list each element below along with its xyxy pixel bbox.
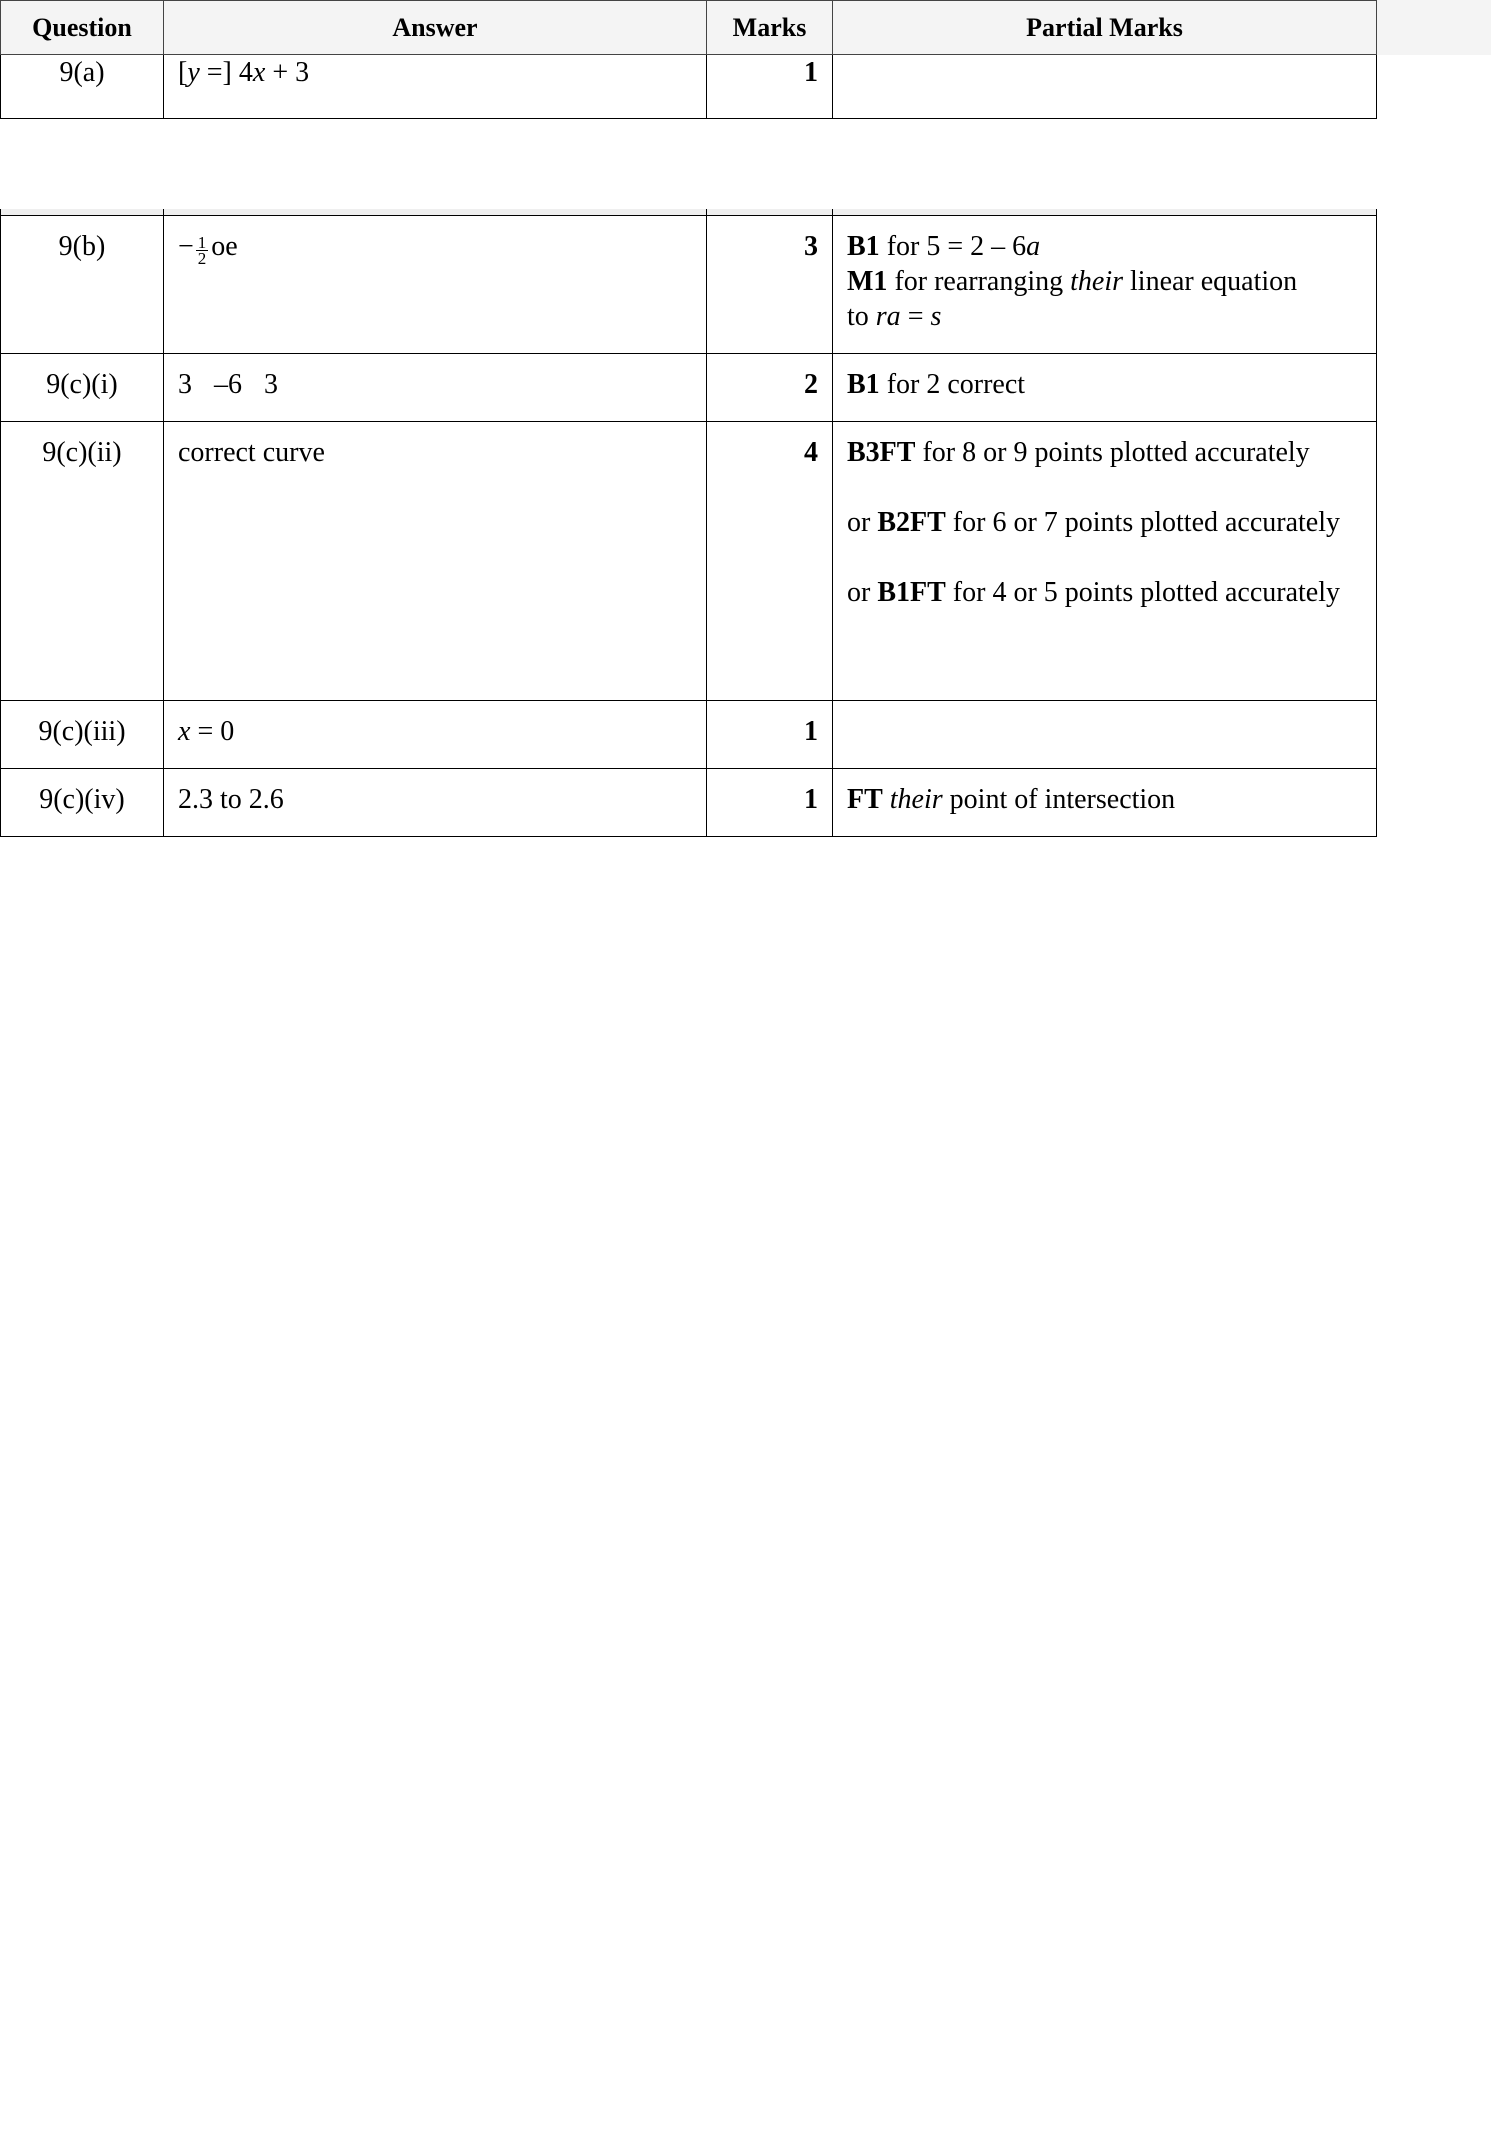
table-row-9ci xyxy=(1,354,1377,422)
mark-code: B1 xyxy=(847,369,880,400)
table-row-9b xyxy=(1,216,1377,354)
marks-cell: 1 xyxy=(707,769,833,837)
answer-part: =] 4 xyxy=(199,57,253,88)
marks-cell: 4 xyxy=(707,422,833,701)
partial-line xyxy=(847,264,1366,299)
answer-variable: x xyxy=(178,716,191,747)
partial-line xyxy=(847,229,1366,264)
partial-text: for 4 or 5 points plotted accurately xyxy=(945,577,1341,608)
table-row-9cii xyxy=(1,422,1377,701)
partial-text: for 5 = 2 – 6 xyxy=(879,231,1027,262)
mark-scheme-table-continued xyxy=(0,209,1377,837)
partial-text: for 2 correct xyxy=(879,369,1026,400)
answer-variable: x xyxy=(252,57,266,88)
question-column-header: Question xyxy=(1,1,164,55)
answer-sign: − xyxy=(178,231,194,262)
partial-marks-cell xyxy=(833,354,1377,422)
partial-text: = xyxy=(900,301,931,332)
partial-line xyxy=(847,435,1366,470)
question-cell: 9(c)(iv) xyxy=(1,769,164,837)
answer-part: [ xyxy=(178,57,188,88)
answer-part: = 0 xyxy=(190,716,235,747)
mark-code: FT xyxy=(847,784,883,815)
partial-emphasis: their xyxy=(889,784,943,815)
fraction-numerator: 1 xyxy=(197,233,207,252)
partial-marks-cell xyxy=(833,422,1377,701)
partial-line xyxy=(847,575,1366,610)
partial-text: or xyxy=(847,507,878,538)
fraction-denominator: 2 xyxy=(197,249,207,268)
mark-code: B1 xyxy=(847,231,880,262)
table-row-9ciii xyxy=(1,701,1377,769)
question-cell: 9(a) xyxy=(1,55,164,119)
header-row xyxy=(1,1,1377,55)
answer-value: 3 xyxy=(264,369,278,400)
partial-text: for 8 or 9 points plotted accurately xyxy=(915,437,1310,468)
partial-text: linear equation xyxy=(1123,266,1298,297)
answer-column-header: Answer xyxy=(164,1,707,55)
answer-cell: correct curve xyxy=(164,422,707,701)
answer-cell xyxy=(164,55,707,119)
marks-cell: 1 xyxy=(707,55,833,119)
partial-marks-column-header: Partial Marks xyxy=(833,1,1377,55)
partial-marks-cell xyxy=(833,55,1377,119)
partial-text: point of intersection xyxy=(942,784,1176,815)
answer-cell xyxy=(164,354,707,422)
table-row-9civ xyxy=(1,769,1377,837)
question-cell: 9(c)(iii) xyxy=(1,701,164,769)
partial-line xyxy=(847,505,1366,540)
answer-value: –6 xyxy=(214,369,242,400)
partial-text: for 6 or 7 points plotted accurately xyxy=(945,507,1341,538)
partial-variable: ra xyxy=(875,301,901,332)
partial-text: or xyxy=(847,577,878,608)
fraction xyxy=(196,235,209,266)
mark-code: B2FT xyxy=(877,507,946,538)
answer-cell: 2.3 to 2.6 xyxy=(164,769,707,837)
question-cell: 9(c)(ii) xyxy=(1,422,164,701)
question-cell: 9(c)(i) xyxy=(1,354,164,422)
question-cell: 9(b) xyxy=(1,216,164,354)
partial-text: to xyxy=(847,301,876,332)
partial-marks-cell xyxy=(833,769,1377,837)
partial-text: for rearranging xyxy=(887,266,1071,297)
partial-line xyxy=(847,299,1366,334)
marks-cell: 2 xyxy=(707,354,833,422)
answer-part: oe xyxy=(211,231,238,262)
marks-cell: 1 xyxy=(707,701,833,769)
answer-part: + 3 xyxy=(265,57,310,88)
table-row-9a xyxy=(1,55,1377,119)
mark-code: M1 xyxy=(847,266,888,297)
answer-cell xyxy=(164,216,707,354)
partial-variable: a xyxy=(1026,231,1041,262)
partial-marks-cell xyxy=(833,701,1377,769)
partial-variable: s xyxy=(930,301,942,332)
answer-variable: y xyxy=(187,57,200,88)
mark-scheme-table-top xyxy=(0,0,1377,119)
partial-marks-cell xyxy=(833,216,1377,354)
answer-cell xyxy=(164,701,707,769)
mark-code: B1FT xyxy=(877,577,946,608)
marks-column-header: Marks xyxy=(707,1,833,55)
marks-cell: 3 xyxy=(707,216,833,354)
answer-value: 3 xyxy=(178,369,192,400)
partial-emphasis: their xyxy=(1070,266,1124,297)
mark-code: B3FT xyxy=(847,437,916,468)
